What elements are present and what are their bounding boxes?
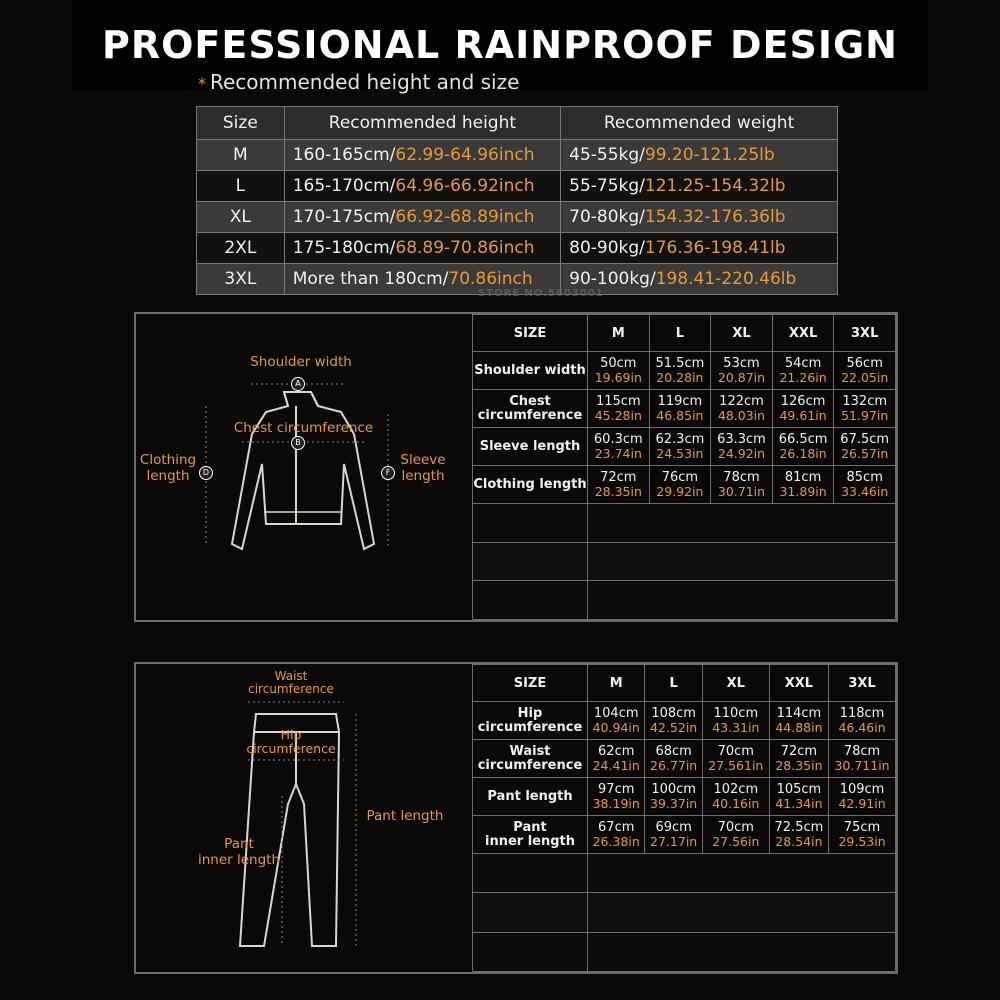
value-inch: 23.74in	[594, 446, 642, 461]
value-cm: 110cm	[713, 706, 759, 721]
table-row	[197, 233, 838, 264]
pants-diagram	[136, 664, 472, 972]
value-cell	[829, 702, 896, 740]
value-cm: 78cm	[843, 744, 881, 759]
value-inch: 26.77in	[650, 758, 698, 773]
value-cell	[834, 428, 896, 466]
value-cell	[711, 390, 773, 428]
value-inch: 19.69in	[594, 370, 642, 385]
value-inch: 51.97in	[841, 408, 889, 423]
header-size-l: L	[649, 315, 711, 352]
height-inch: 64.96-66.92inch	[395, 176, 535, 196]
value-cell	[645, 816, 702, 854]
size-cell: M	[197, 140, 285, 171]
jacket-size-panel	[134, 312, 898, 622]
header-size: Size	[197, 107, 285, 140]
value-inch: 44.88in	[775, 720, 823, 735]
size-cell: L	[197, 171, 285, 202]
measurement-row	[473, 428, 896, 466]
value-inch: 48.03in	[717, 408, 766, 423]
value-cm: 102cm	[713, 782, 759, 797]
row-label: Pant length	[473, 778, 588, 816]
sleeve-length-label: Sleeve length	[400, 452, 446, 484]
height-cell	[284, 171, 560, 202]
value-inch: 49.61in	[779, 408, 827, 423]
empty-label-cell	[473, 932, 588, 971]
value-inch: 29.92in	[656, 484, 704, 499]
height-cm: More than 180cm/	[292, 269, 449, 289]
value-cm: 70cm	[717, 744, 754, 759]
jacket-diagram	[136, 314, 472, 620]
value-cm: 53cm	[723, 356, 760, 371]
value-cell	[829, 816, 896, 854]
value-cell	[834, 466, 896, 504]
value-cell	[702, 816, 769, 854]
value-inch: 24.41in	[592, 758, 640, 773]
subtitle	[198, 70, 519, 94]
page-title: PROFESSIONAL RAINPROOF DESIGN	[102, 23, 898, 67]
table-row	[197, 140, 838, 171]
empty-cell	[588, 932, 896, 971]
value-cm: 100cm	[651, 782, 696, 797]
value-inch: 41.34in	[775, 796, 823, 811]
measurement-row	[473, 352, 896, 390]
value-cm: 63.3cm	[717, 432, 766, 447]
star-icon: *	[198, 74, 206, 93]
value-cm: 60.3cm	[593, 432, 643, 447]
shoulder-width-label: Shoulder width	[250, 354, 352, 370]
value-cm: 122cm	[719, 394, 764, 409]
value-inch: 22.05in	[841, 370, 889, 385]
value-cell	[769, 778, 828, 816]
value-cell	[588, 740, 645, 778]
header-size-l: L	[645, 665, 702, 702]
value-cell	[588, 466, 650, 504]
value-cm: 78cm	[723, 470, 760, 485]
header-weight: Recommended weight	[561, 107, 838, 140]
weight-kg: 55-75kg/	[569, 176, 645, 196]
empty-row	[473, 932, 896, 971]
weight-lb: 198.41-220.46lb	[655, 269, 797, 289]
empty-row	[473, 893, 896, 932]
header-size-m: M	[588, 665, 645, 702]
empty-cell	[588, 854, 896, 893]
value-inch: 20.28in	[656, 370, 704, 385]
measurement-row	[473, 390, 896, 428]
value-inch: 27.56in	[712, 834, 760, 849]
grid-header-row	[473, 315, 896, 352]
value-inch: 38.19in	[592, 796, 640, 811]
value-cm: 67.5cm	[840, 432, 890, 447]
weight-lb: 176.36-198.41lb	[644, 238, 786, 258]
value-cell	[588, 352, 650, 390]
height-inch: 68.89-70.86inch	[395, 238, 535, 258]
value-cm: 119cm	[657, 394, 703, 409]
value-inch: 28.35in	[775, 758, 823, 773]
empty-row	[473, 542, 896, 581]
row-label: Shoulder width	[473, 352, 588, 390]
value-cell	[649, 466, 711, 504]
size-cell: 2XL	[197, 233, 285, 264]
value-cm: 115cm	[595, 394, 641, 409]
value-inch: 42.91in	[838, 796, 886, 811]
value-cell	[588, 702, 645, 740]
value-cell	[772, 466, 834, 504]
value-inch: 26.18in	[779, 446, 827, 461]
pant-inner-length-label: Pant inner length	[197, 836, 281, 868]
empty-label-cell	[473, 581, 588, 620]
value-cm: 76cm	[661, 470, 699, 485]
value-inch: 20.87in	[717, 370, 766, 385]
marker-b-icon: B	[291, 436, 305, 450]
value-inch: 42.52in	[650, 720, 698, 735]
weight-cell	[561, 233, 838, 264]
height-cm: 160-165cm/	[292, 145, 396, 165]
table-header-row	[197, 107, 838, 140]
height-cell	[284, 140, 560, 171]
marker-a-icon: A	[291, 377, 305, 391]
empty-cell	[588, 504, 896, 543]
pants-measurement-table	[472, 664, 896, 972]
value-cm: 56cm	[846, 356, 883, 371]
header-size: SIZE	[473, 665, 588, 702]
weight-lb: 121.25-154.32lb	[644, 176, 786, 196]
chest-circumference-label: Chest circumference	[233, 420, 374, 436]
value-cell	[588, 816, 645, 854]
header-size-xxl: XXL	[772, 315, 834, 352]
value-cell	[649, 390, 711, 428]
value-inch: 43.31in	[712, 720, 760, 735]
height-inch: 70.86inch	[448, 269, 533, 289]
measurement-row	[473, 702, 896, 740]
value-inch: 33.46in	[841, 484, 889, 499]
empty-row	[473, 504, 896, 543]
value-inch: 39.37in	[650, 796, 698, 811]
weight-cell	[561, 171, 838, 202]
measurement-row	[473, 816, 896, 854]
subtitle-text: Recommended height and size	[210, 70, 520, 94]
weight-kg: 90-100kg/	[569, 269, 656, 289]
value-cell	[645, 778, 702, 816]
value-cm: 69cm	[655, 820, 692, 835]
measurement-row	[473, 740, 896, 778]
weight-lb: 99.20-121.25lb	[644, 145, 775, 165]
empty-label-cell	[473, 542, 588, 581]
value-cell	[588, 390, 650, 428]
empty-label-cell	[473, 854, 588, 893]
pants-size-panel	[134, 662, 898, 974]
row-label: Waist circumference	[473, 740, 588, 778]
value-inch: 29.53in	[838, 834, 886, 849]
value-inch: 27.561in	[708, 758, 764, 773]
value-inch: 31.89in	[779, 484, 827, 499]
empty-cell	[588, 581, 896, 620]
height-cm: 170-175cm/	[292, 207, 396, 227]
value-cm: 50cm	[600, 356, 637, 371]
empty-row	[473, 854, 896, 893]
value-cm: 105cm	[776, 782, 822, 797]
value-inch: 24.53in	[656, 446, 704, 461]
value-cm: 51.5cm	[655, 356, 705, 371]
empty-row	[473, 581, 896, 620]
value-inch: 21.26in	[779, 370, 827, 385]
value-inch: 40.16in	[712, 796, 760, 811]
header-size-3xl: 3XL	[834, 315, 896, 352]
value-cm: 132cm	[842, 394, 887, 409]
value-inch: 30.71in	[717, 484, 766, 499]
value-cell	[702, 778, 769, 816]
value-cm: 114cm	[776, 706, 822, 721]
value-cm: 75cm	[843, 820, 881, 835]
row-label: Hip circumference	[473, 702, 588, 740]
marker-f-icon: F	[381, 466, 395, 480]
value-cell	[711, 466, 773, 504]
value-cell	[769, 816, 828, 854]
row-label: Pant inner length	[473, 816, 588, 854]
value-cm: 62cm	[598, 744, 635, 759]
weight-cell	[561, 202, 838, 233]
header-size-3xl: 3XL	[829, 665, 896, 702]
height-cm: 175-180cm/	[292, 238, 396, 258]
value-cell	[702, 702, 769, 740]
value-cell	[649, 428, 711, 466]
header-size-xl: XL	[702, 665, 769, 702]
empty-cell	[588, 893, 896, 932]
value-cell	[649, 352, 711, 390]
value-inch: 30.711in	[834, 758, 890, 773]
size-cell: XL	[197, 202, 285, 233]
value-inch: 46.46in	[838, 720, 886, 735]
watermark-text: STORE NO.5603001	[478, 288, 604, 299]
value-cell	[834, 390, 896, 428]
value-cm: 54cm	[784, 356, 822, 371]
value-cm: 68cm	[655, 744, 692, 759]
table-row	[197, 202, 838, 233]
value-cm: 85cm	[846, 470, 883, 485]
value-inch: 26.57in	[841, 446, 889, 461]
table-row	[197, 171, 838, 202]
row-label: Chest circumference	[473, 390, 588, 428]
header-size-m: M	[588, 315, 650, 352]
value-inch: 28.54in	[775, 834, 823, 849]
size-cell: 3XL	[197, 264, 285, 295]
value-cm: 66.5cm	[778, 432, 828, 447]
value-cm: 72cm	[600, 470, 637, 485]
value-cm: 70cm	[717, 820, 754, 835]
value-inch: 27.17in	[650, 834, 698, 849]
value-cell	[769, 740, 828, 778]
value-cm: 62.3cm	[655, 432, 705, 447]
value-cell	[829, 778, 896, 816]
hip-circumference-label: Hip circumference	[246, 727, 336, 756]
value-cell	[588, 428, 650, 466]
weight-lb: 154.32-176.36lb	[644, 207, 786, 227]
value-cm: 72.5cm	[774, 820, 824, 835]
measurement-row	[473, 778, 896, 816]
header-size-xl: XL	[711, 315, 773, 352]
value-cell	[834, 352, 896, 390]
value-cell	[645, 702, 702, 740]
value-cm: 108cm	[651, 706, 696, 721]
value-cell	[702, 740, 769, 778]
height-inch: 66.92-68.89inch	[395, 207, 535, 227]
header-size-xxl: XXL	[769, 665, 828, 702]
value-cell	[772, 352, 834, 390]
height-cm: 165-170cm/	[292, 176, 396, 196]
value-inch: 28.35in	[594, 484, 642, 499]
value-cm: 81cm	[784, 470, 822, 485]
measurement-row	[473, 466, 896, 504]
value-cm: 118cm	[839, 706, 885, 721]
grid-header-row	[473, 665, 896, 702]
value-inch: 40.94in	[592, 720, 640, 735]
value-inch: 45.28in	[594, 408, 642, 423]
value-cell	[645, 740, 702, 778]
value-inch: 46.85in	[656, 408, 704, 423]
value-cell	[829, 740, 896, 778]
value-cell	[772, 390, 834, 428]
empty-cell	[588, 542, 896, 581]
value-cell	[772, 428, 834, 466]
value-cm: 109cm	[839, 782, 885, 797]
value-cm: 97cm	[598, 782, 635, 797]
height-cell	[284, 202, 560, 233]
pant-length-label: Pant length	[366, 808, 444, 824]
row-label: Clothing length	[473, 466, 588, 504]
clothing-length-label: Clothing length	[139, 452, 197, 484]
size-recommendation-table	[196, 106, 838, 295]
weight-kg: 80-90kg/	[569, 238, 645, 258]
value-cm: 104cm	[593, 706, 639, 721]
value-cm: 67cm	[598, 820, 635, 835]
weight-kg: 45-55kg/	[569, 145, 645, 165]
empty-label-cell	[473, 504, 588, 543]
value-cell	[711, 352, 773, 390]
value-inch: 26.38in	[592, 834, 640, 849]
value-cell	[769, 702, 828, 740]
header-size: SIZE	[473, 315, 588, 352]
value-cell	[588, 778, 645, 816]
value-cell	[711, 428, 773, 466]
marker-d-icon: D	[199, 466, 213, 480]
jacket-measurement-table	[472, 314, 896, 620]
height-inch: 62.99-64.96inch	[395, 145, 535, 165]
height-cell	[284, 233, 560, 264]
row-label: Sleeve length	[473, 428, 588, 466]
value-inch: 24.92in	[717, 446, 766, 461]
weight-cell	[561, 140, 838, 171]
value-cm: 72cm	[780, 744, 818, 759]
header-height: Recommended height	[284, 107, 560, 140]
empty-label-cell	[473, 893, 588, 932]
waist-circumference-label: Waist circumference	[248, 669, 334, 696]
value-cm: 126cm	[780, 394, 826, 409]
weight-kg: 70-80kg/	[569, 207, 645, 227]
